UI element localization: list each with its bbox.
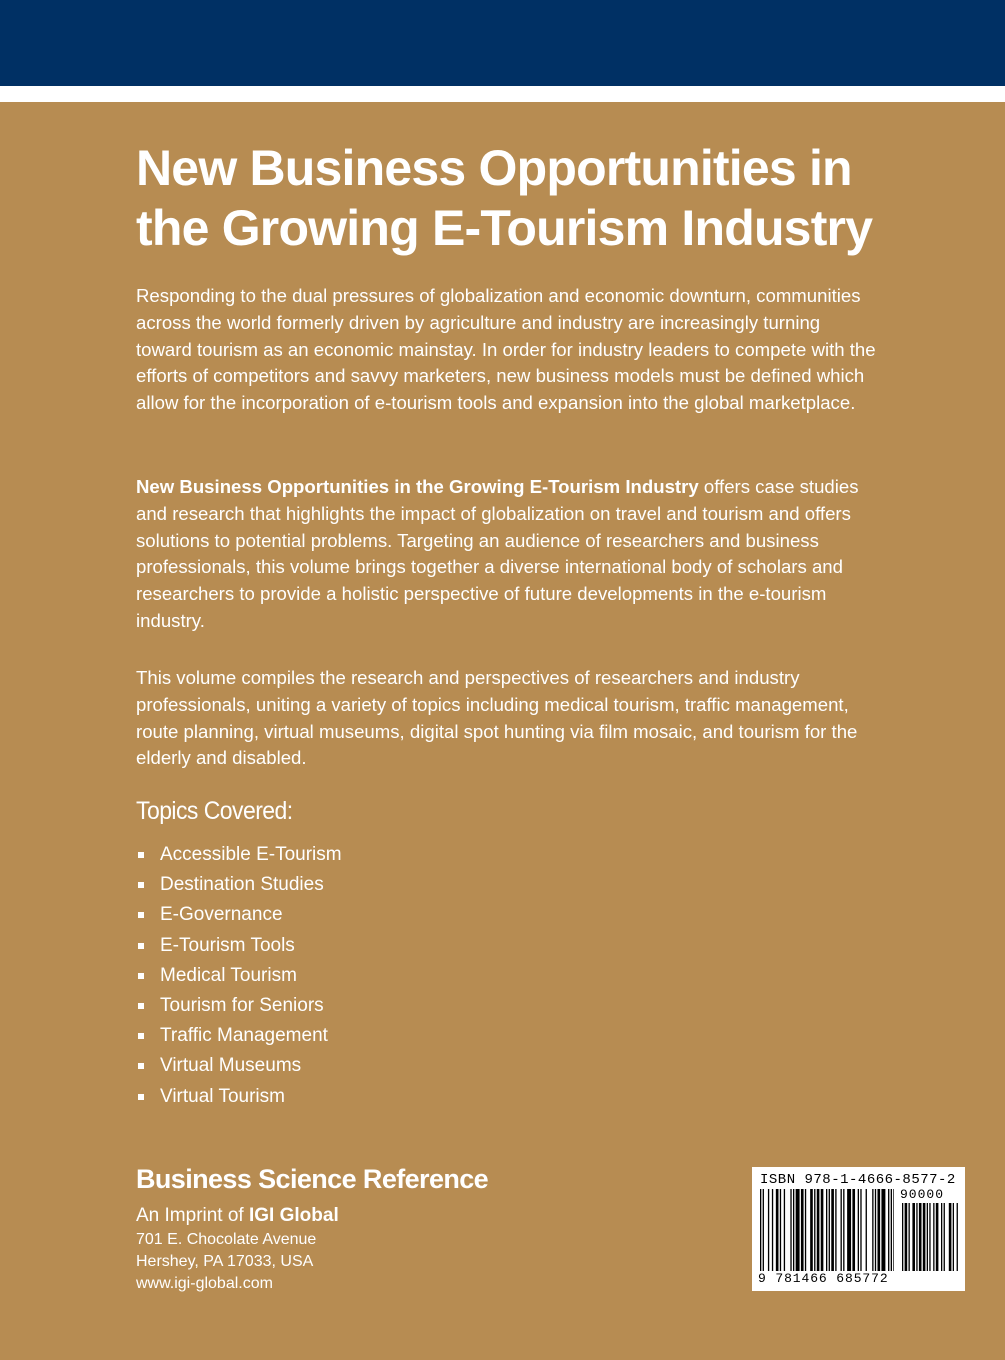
- publisher-name: Business Science Reference: [136, 1164, 489, 1194]
- topic-item: Accessible E-Tourism: [136, 840, 342, 870]
- price-addon-code: 90000: [900, 1187, 945, 1202]
- square-bullet-icon: [138, 1063, 144, 1069]
- square-bullet-icon: [138, 1033, 144, 1039]
- description-paragraph-1: Responding to the dual pressures of globalization and economic downturn, communities across the world formerly driven by agriculture and industry are increasingly turning toward tourism as an economic mainstay. In order for industry leaders to compete with the efforts of competitors and savvy marketers, new business models must be defined which allow for the incorporation of e-tourism tools and expansion into the global marketplace.: [136, 285, 876, 414]
- topic-item: Virtual Tourism: [136, 1082, 342, 1112]
- topics-list: [136, 840, 342, 1112]
- white-divider-stripe: [0, 86, 1005, 102]
- square-bullet-icon: [138, 1003, 144, 1009]
- book-title-line-1: New Business Opportunities in: [136, 140, 852, 196]
- description-paragraph-2: [136, 474, 876, 635]
- topic-item: E-Tourism Tools: [136, 931, 342, 961]
- topic-item: Destination Studies: [136, 870, 342, 900]
- book-title: [136, 138, 956, 258]
- paragraph-2-text: offers case studies and research that highlights the impact of globalization on travel and tourism and offers solutions to potential problems. Targeting an audience of researchers and business professionals, this volume brings together a diverse international body of scholars and researchers to provide a holistic perspective of future developments in the e-tourism industry.: [136, 476, 859, 631]
- square-bullet-icon: [138, 912, 144, 918]
- topic-item: E-Governance: [136, 900, 342, 930]
- square-bullet-icon: [138, 943, 144, 949]
- square-bullet-icon: [138, 852, 144, 858]
- ean-digits: 9 781466 685772: [758, 1271, 889, 1286]
- isbn-barcode: [752, 1167, 965, 1291]
- address-street: 701 E. Chocolate Avenue: [136, 1231, 317, 1248]
- square-bullet-icon: [138, 973, 144, 979]
- square-bullet-icon: [138, 1094, 144, 1100]
- topic-item: Medical Tourism: [136, 961, 342, 991]
- isbn-label: ISBN 978-1-4666-8577-2: [760, 1172, 956, 1188]
- publisher-website: www.igi-global.com: [136, 1275, 273, 1292]
- topic-item: Virtual Museums: [136, 1051, 342, 1081]
- ean-barcode-bars-icon: [760, 1189, 894, 1271]
- imprint-line: An Imprint of IGI Global: [136, 1205, 339, 1226]
- book-title-line-2: the Growing E-Tourism Industry: [136, 200, 873, 256]
- topic-item: Traffic Management: [136, 1021, 342, 1051]
- book-title-inline: New Business Opportunities in the Growing E-Tourism Industry: [136, 476, 699, 497]
- topic-item: Tourism for Seniors: [136, 991, 342, 1021]
- address-city: Hershey, PA 17033, USA: [136, 1253, 314, 1270]
- topics-heading: Topics Covered:: [136, 797, 293, 825]
- igi-global-name: IGI Global: [249, 1205, 339, 1226]
- description-paragraph-3: This volume compiles the research and perspectives of researchers and industry professionals, uniting a variety of topics including medical tourism, traffic management, route planning, virtual museums, digital spot hunting via film mosaic, and tourism for the elderly and disabled.: [136, 667, 858, 769]
- square-bullet-icon: [138, 882, 144, 888]
- addon-barcode-bars-icon: [902, 1203, 958, 1271]
- top-color-band: [0, 0, 1005, 86]
